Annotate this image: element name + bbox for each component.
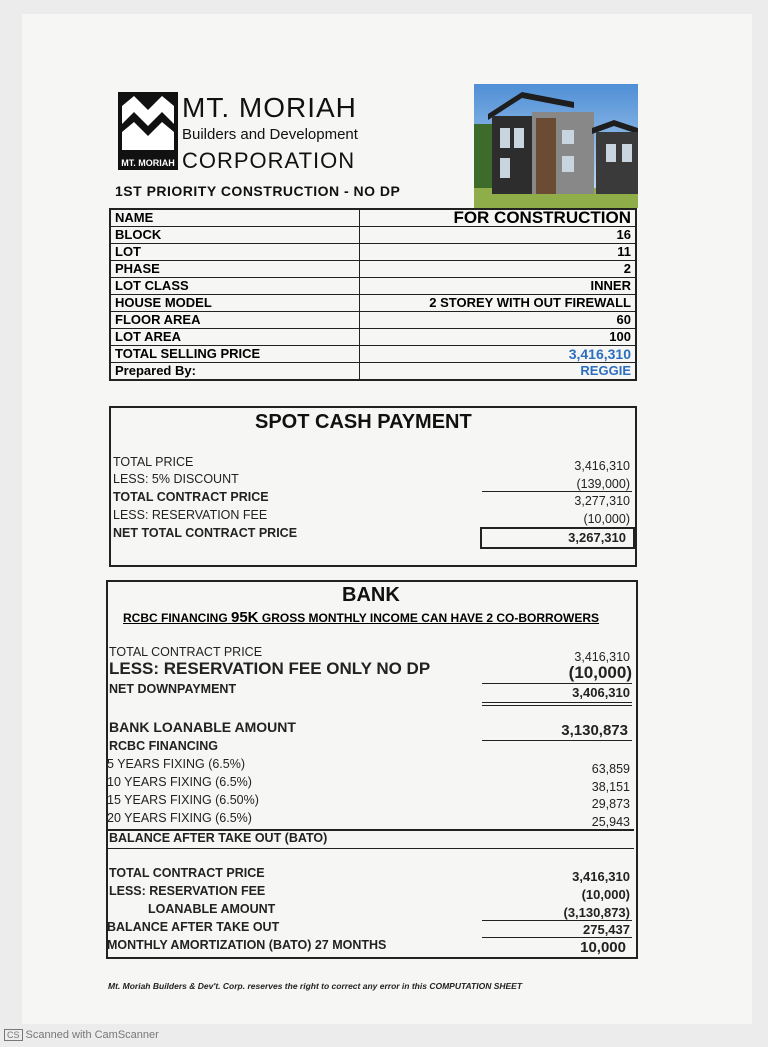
divider (482, 740, 632, 741)
bank-tcp-label: TOTAL CONTRACT PRICE (109, 645, 263, 659)
bank-subtitle (123, 609, 599, 626)
company-name: MT. MORIAH (182, 92, 357, 123)
spot-tcp-value: 3,277,310 (574, 494, 630, 508)
spot-cash-title: SPOT CASH PAYMENT (255, 411, 472, 433)
net-tcp-label: NET TOTAL CONTRACT PRICE (113, 526, 298, 540)
table-row (110, 312, 636, 329)
divider (106, 848, 634, 849)
net-downpayment-label: NET DOWNPAYMENT (109, 682, 237, 696)
sheet-subtitle: 1ST PRIORITY CONSTRUCTION - NO DP (115, 183, 401, 199)
total-price-label: TOTAL PRICE (113, 455, 194, 469)
logo-badge-text: MT. MORIAH (121, 158, 175, 168)
bank-tcp-value: 3,416,310 (574, 650, 630, 664)
divider (482, 491, 632, 492)
floor-area-label: FLOOR AREA (110, 312, 360, 329)
lot-class-value: INNER (360, 278, 637, 295)
total-price-value: 3,416,310 (574, 459, 630, 473)
house-photo (474, 84, 638, 208)
term-20y-value: 25,943 (591, 815, 630, 829)
loanable-value: 3,130,873 (561, 722, 628, 739)
summary-tcp-value: 3,416,310 (572, 869, 630, 884)
summary-loanable-label: LOANABLE AMOUNT (148, 902, 276, 916)
spot-tcp-label: TOTAL CONTRACT PRICE (113, 490, 269, 504)
phase-label: PHASE (110, 261, 360, 278)
total-selling-price-label: TOTAL SELLING PRICE (110, 346, 360, 363)
table-row (110, 227, 636, 244)
term-5y-label: 5 YEARS FIXING (6.5%) (107, 757, 246, 771)
table-row (110, 209, 636, 227)
discount-label: LESS: 5% DISCOUNT (113, 472, 239, 486)
lot-value: 11 (360, 244, 637, 261)
prepared-by-value: REGGIE (360, 363, 637, 381)
block-value: 16 (360, 227, 637, 244)
summary-tcp-label: TOTAL CONTRACT PRICE (109, 866, 265, 880)
table-row (110, 278, 636, 295)
lot-class-label: LOT CLASS (110, 278, 360, 295)
bank-subtitle-income: 95K (231, 609, 259, 626)
term-15y-value: 29,873 (591, 797, 630, 811)
block-label: BLOCK (110, 227, 360, 244)
spot-reservation-value: (10,000) (583, 512, 630, 526)
summary-reservation-label: LESS: RESERVATION FEE (109, 884, 266, 898)
camscanner-icon: CS (4, 1029, 23, 1041)
table-row (110, 329, 636, 346)
bato-label: BALANCE AFTER TAKE OUT (BATO) (109, 831, 328, 845)
disclaimer-note: Mt. Moriah Builders & Dev't. Corp. reserves the right to correct any error in this COMPUTATION SHEET (108, 981, 523, 991)
house-model-value: 2 STOREY WITH OUT FIREWALL (360, 295, 637, 312)
loanable-label: BANK LOANABLE AMOUNT (109, 719, 296, 735)
summary-loanable-value: (3,130,873) (563, 905, 630, 920)
bank-less-label: LESS: RESERVATION FEE ONLY NO DP (109, 659, 431, 678)
net-downpayment-value: 3,406,310 (572, 685, 630, 700)
discount-value: (139,000) (576, 477, 630, 491)
scanner-watermark (4, 1029, 159, 1041)
table-row (110, 295, 636, 312)
term-15y-label: 15 YEARS FIXING (6.50%) (107, 793, 259, 807)
name-value: FOR CONSTRUCTION (360, 209, 637, 227)
term-10y-label: 10 YEARS FIXING (6.5%) (107, 775, 252, 789)
monthly-amortization-value: 10,000 (580, 939, 626, 956)
summary-bato-label: BALANCE AFTER TAKE OUT (107, 920, 280, 934)
term-5y-value: 63,859 (591, 762, 630, 776)
lot-area-label: LOT AREA (110, 329, 360, 346)
summary-bato-value: 275,437 (583, 922, 630, 937)
net-tcp-value: 3,267,310 (568, 530, 626, 545)
summary-reservation-value: (10,000) (581, 887, 630, 902)
bank-subtitle-pre: RCBC FINANCING (123, 611, 231, 625)
property-info-table (109, 208, 637, 381)
table-row (110, 363, 636, 381)
prepared-by-label: Prepared By: (110, 363, 360, 381)
bank-title: BANK (342, 584, 400, 606)
company-corporation: CORPORATION (182, 148, 356, 173)
bank-subtitle-post: GROSS MONTHLY INCOME CAN HAVE 2 CO-BORROWERS (258, 611, 600, 625)
floor-area-value: 60 (360, 312, 637, 329)
table-row (110, 346, 636, 363)
table-row (110, 261, 636, 278)
company-logo-icon (118, 92, 178, 172)
monthly-amortization-label: MONTHLY AMORTIZATION (BATO) 27 MONTHS (107, 938, 387, 952)
rcbc-financing-label: RCBC FINANCING (109, 739, 219, 753)
term-20y-label: 20 YEARS FIXING (6.5%) (107, 811, 252, 825)
house-model-label: HOUSE MODEL (110, 295, 360, 312)
spot-reservation-label: LESS: RESERVATION FEE (113, 508, 268, 522)
lot-area-value: 100 (360, 329, 637, 346)
divider (482, 702, 632, 703)
phase-value: 2 (360, 261, 637, 278)
bank-less-value: (10,000) (568, 663, 632, 682)
divider (482, 683, 632, 684)
table-row (110, 244, 636, 261)
divider (482, 937, 632, 938)
scanner-watermark-text: Scanned with CamScanner (25, 1029, 159, 1041)
divider (482, 920, 632, 921)
total-selling-price-value: 3,416,310 (360, 346, 637, 363)
lot-label: LOT (110, 244, 360, 261)
name-label: NAME (110, 209, 360, 227)
term-10y-value: 38,151 (591, 780, 630, 794)
company-subname: Builders and Development (182, 126, 358, 143)
divider (482, 705, 632, 706)
